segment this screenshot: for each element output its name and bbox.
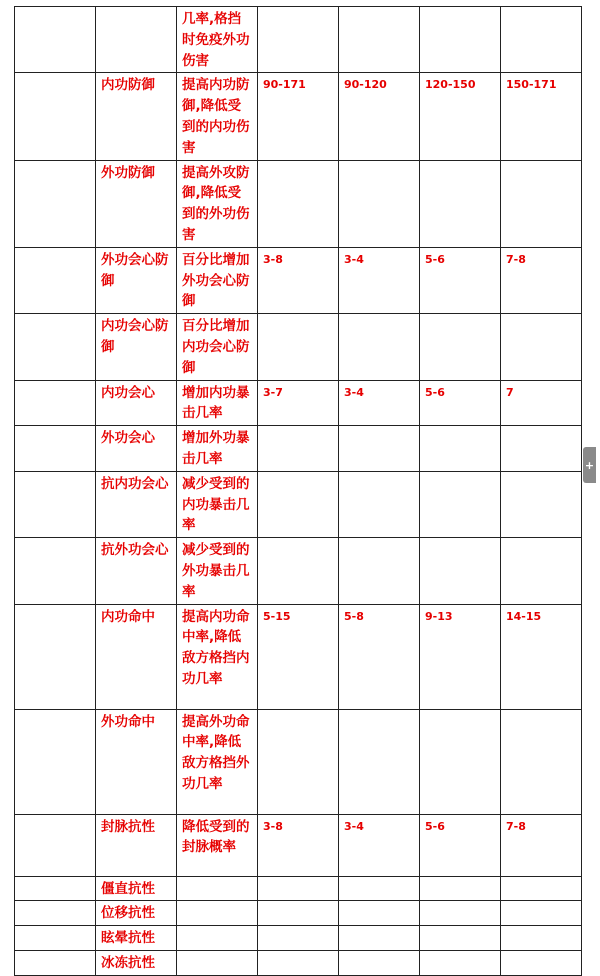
table-row — [15, 950, 582, 975]
blank-cell — [15, 538, 96, 604]
range-total-cell — [258, 160, 339, 247]
attribute-desc-cell: 增加内功暴击几率 — [177, 380, 258, 426]
table-row — [15, 247, 582, 313]
attribute-desc-cell — [177, 926, 258, 951]
table-row — [15, 604, 582, 709]
blank-cell — [15, 380, 96, 426]
attribute-desc-cell: 提高内功防御,降低受到的内功伤害 — [177, 73, 258, 160]
table-row — [15, 160, 582, 247]
range-tier1-cell — [339, 471, 420, 537]
range-tier2-cell — [420, 950, 501, 975]
table-row — [15, 426, 582, 472]
range-tier1-cell — [339, 901, 420, 926]
blank-cell — [15, 604, 96, 709]
plus-icon: + — [584, 458, 595, 472]
range-tier2-cell: 9-13 — [420, 604, 501, 709]
table-row — [15, 901, 582, 926]
blank-cell — [15, 926, 96, 951]
table-row — [15, 73, 582, 160]
range-total-cell — [258, 314, 339, 380]
range-tier3-cell — [501, 926, 582, 951]
attribute-name-cell: 内功会心防御 — [96, 314, 177, 380]
range-tier1-cell — [339, 160, 420, 247]
expand-panel-button[interactable] — [583, 447, 596, 483]
range-tier3-cell: 7-8 — [501, 814, 582, 876]
blank-cell — [15, 73, 96, 160]
range-tier2-cell — [420, 926, 501, 951]
range-tier3-cell — [501, 901, 582, 926]
range-total-cell — [258, 7, 339, 73]
range-tier2-cell — [420, 876, 501, 901]
range-tier2-cell: 5-6 — [420, 814, 501, 876]
range-total-cell — [258, 901, 339, 926]
attribute-name-cell: 外功会心防御 — [96, 247, 177, 313]
range-tier1-cell: 3-4 — [339, 247, 420, 313]
attribute-name-cell: 外功防御 — [96, 160, 177, 247]
blank-cell — [15, 950, 96, 975]
attribute-name-cell: 眩晕抗性 — [96, 926, 177, 951]
range-tier1-cell: 5-8 — [339, 604, 420, 709]
attribute-desc-cell: 降低受到的封脉概率 — [177, 814, 258, 876]
attribute-name-cell: 内功防御 — [96, 73, 177, 160]
range-tier3-cell — [501, 538, 582, 604]
range-total-cell — [258, 538, 339, 604]
attribute-name-cell: 抗内功会心 — [96, 471, 177, 537]
range-tier3-cell — [501, 426, 582, 472]
range-total-cell: 3-7 — [258, 380, 339, 426]
range-total-cell: 3-8 — [258, 814, 339, 876]
table-row — [15, 876, 582, 901]
attribute-desc-cell: 增加外功暴击几率 — [177, 426, 258, 472]
attribute-desc-cell: 提高外功命中率,降低敌方格挡外功几率 — [177, 709, 258, 814]
attribute-name-cell: 封脉抗性 — [96, 814, 177, 876]
blank-cell — [15, 471, 96, 537]
range-tier2-cell — [420, 426, 501, 472]
range-tier2-cell: 120-150 — [420, 73, 501, 160]
table-row — [15, 471, 582, 537]
range-total-cell — [258, 471, 339, 537]
attribute-desc-cell: 几率,格挡时免疫外功伤害 — [177, 7, 258, 73]
range-tier1-cell — [339, 709, 420, 814]
range-tier3-cell: 7-8 — [501, 247, 582, 313]
range-total-cell: 3-8 — [258, 247, 339, 313]
range-tier2-cell — [420, 160, 501, 247]
range-tier1-cell: 3-4 — [339, 380, 420, 426]
table-row — [15, 709, 582, 814]
attribute-desc-cell: 提高内功命中率,降低敌方格挡内功几率 — [177, 604, 258, 709]
blank-cell — [15, 814, 96, 876]
attribute-name-cell: 僵直抗性 — [96, 876, 177, 901]
attribute-name-cell: 冰冻抗性 — [96, 950, 177, 975]
table-row — [15, 538, 582, 604]
range-tier1-cell — [339, 7, 420, 73]
table-row — [15, 314, 582, 380]
range-tier2-cell — [420, 314, 501, 380]
blank-cell — [15, 876, 96, 901]
range-tier3-cell: 150-171 — [501, 73, 582, 160]
blank-cell — [15, 426, 96, 472]
attribute-name-cell: 内功命中 — [96, 604, 177, 709]
blank-cell — [15, 314, 96, 380]
range-tier1-cell: 90-120 — [339, 73, 420, 160]
attribute-desc-cell: 提高外攻防御,降低受到的外功伤害 — [177, 160, 258, 247]
range-total-cell — [258, 709, 339, 814]
attribute-desc-cell: 减少受到的内功暴击几率 — [177, 471, 258, 537]
blank-cell — [15, 7, 96, 73]
range-tier3-cell — [501, 160, 582, 247]
table-row — [15, 7, 582, 73]
blank-cell — [15, 901, 96, 926]
range-tier3-cell: 14-15 — [501, 604, 582, 709]
range-total-cell — [258, 950, 339, 975]
range-tier2-cell — [420, 901, 501, 926]
attribute-name-cell: 抗外功会心 — [96, 538, 177, 604]
range-total-cell: 90-171 — [258, 73, 339, 160]
table-row — [15, 814, 582, 876]
range-tier1-cell — [339, 426, 420, 472]
range-total-cell — [258, 876, 339, 901]
attribute-desc-cell — [177, 876, 258, 901]
range-tier1-cell — [339, 950, 420, 975]
attribute-name-cell: 内功会心 — [96, 380, 177, 426]
range-tier2-cell: 5-6 — [420, 247, 501, 313]
range-tier2-cell — [420, 7, 501, 73]
range-tier3-cell — [501, 709, 582, 814]
range-tier2-cell — [420, 709, 501, 814]
blank-cell — [15, 247, 96, 313]
range-total-cell — [258, 426, 339, 472]
attribute-desc-cell — [177, 901, 258, 926]
blank-cell — [15, 160, 96, 247]
range-tier3-cell: 7 — [501, 380, 582, 426]
range-tier1-cell — [339, 538, 420, 604]
table-row — [15, 380, 582, 426]
attribute-desc-cell: 百分比增加外功会心防御 — [177, 247, 258, 313]
range-total-cell: 5-15 — [258, 604, 339, 709]
range-tier1-cell — [339, 926, 420, 951]
range-tier3-cell — [501, 471, 582, 537]
attribute-name-cell: 外功命中 — [96, 709, 177, 814]
range-tier1-cell: 3-4 — [339, 814, 420, 876]
range-tier2-cell — [420, 471, 501, 537]
attribute-desc-cell — [177, 950, 258, 975]
attribute-name-cell — [96, 7, 177, 73]
range-tier3-cell — [501, 7, 582, 73]
table-row — [15, 926, 582, 951]
table-body — [15, 7, 582, 976]
range-tier3-cell — [501, 950, 582, 975]
range-total-cell — [258, 926, 339, 951]
blank-cell — [15, 709, 96, 814]
range-tier3-cell — [501, 876, 582, 901]
range-tier2-cell: 5-6 — [420, 380, 501, 426]
attribute-name-cell: 位移抗性 — [96, 901, 177, 926]
range-tier3-cell — [501, 314, 582, 380]
attribute-desc-cell: 减少受到的外功暴击几率 — [177, 538, 258, 604]
range-tier2-cell — [420, 538, 501, 604]
attribute-name-cell: 外功会心 — [96, 426, 177, 472]
range-tier1-cell — [339, 876, 420, 901]
range-tier1-cell — [339, 314, 420, 380]
attribute-desc-cell: 百分比增加内功会心防御 — [177, 314, 258, 380]
attribute-table — [14, 6, 582, 976]
